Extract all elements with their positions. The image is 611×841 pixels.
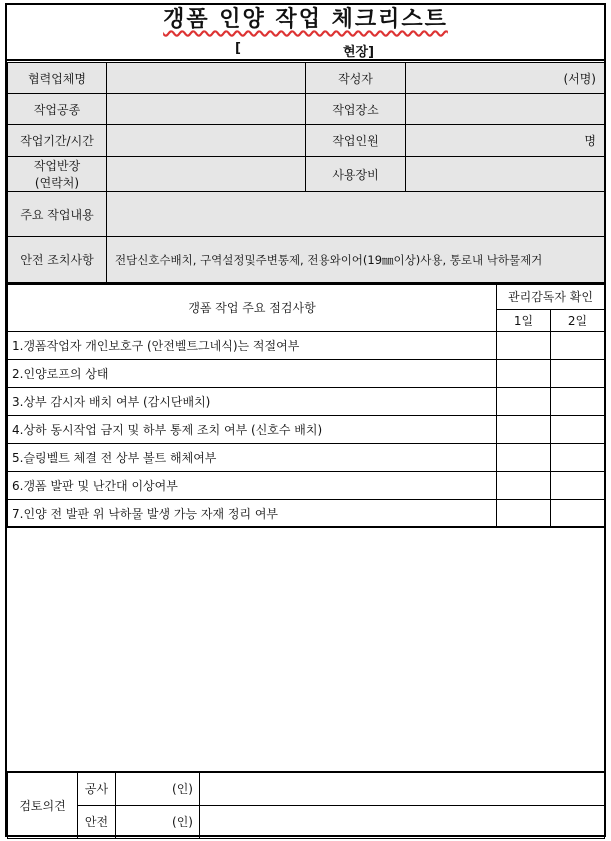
workers-value[interactable] (406, 125, 605, 157)
safety-label: 안전 조치사항 (8, 237, 107, 283)
workers-label: 작업인원 (306, 125, 406, 157)
day2-check-cell[interactable] (551, 387, 605, 415)
construction-label: 공사 (78, 772, 116, 805)
inspection-header-row (8, 284, 605, 309)
table-row (8, 331, 605, 359)
workers-unit: 명 (584, 134, 596, 148)
equipment-label: 사용장비 (306, 157, 406, 192)
review-label: 검토의견 (8, 772, 78, 838)
info-row-content (8, 192, 605, 237)
day1-check-cell[interactable] (497, 443, 551, 471)
author-value[interactable] (406, 63, 605, 94)
review-row-safety (8, 805, 605, 838)
supervisor-confirm-header: 관리감독자 확인 (497, 284, 605, 309)
construction-seal[interactable]: (인) (116, 772, 200, 805)
period-value[interactable] (107, 125, 306, 157)
table-row (8, 471, 605, 499)
inspection-item: 5.슬링벨트 체결 전 상부 볼트 해체여부 (8, 443, 497, 471)
safety-seal[interactable]: (인) (116, 805, 200, 838)
content-value[interactable] (107, 192, 605, 237)
content-label: 주요 작업내용 (8, 192, 107, 237)
safety-value: 전담신호수배치, 구역설정및주변통제, 전용와이어(19㎜이상)사용, 통로내 낙하물제거 (107, 237, 605, 283)
work-info-table (7, 62, 605, 283)
info-row-period (8, 125, 605, 157)
info-row-partner (8, 63, 605, 94)
partner-value[interactable] (107, 63, 306, 94)
day2-check-cell[interactable] (551, 359, 605, 387)
location-value[interactable] (406, 94, 605, 125)
title-block: 갱폼 인양 작업 체크리스트 [ 현장] (7, 5, 604, 61)
table-row (8, 415, 605, 443)
day2-check-cell[interactable] (551, 471, 605, 499)
equipment-value[interactable] (406, 157, 605, 192)
inspection-table (7, 283, 605, 528)
table-row (8, 387, 605, 415)
day2-check-cell[interactable] (551, 415, 605, 443)
leader-value[interactable] (107, 157, 306, 192)
construction-opinion[interactable] (200, 772, 605, 805)
checklist-sheet (5, 3, 606, 837)
inspection-item: 7.인양 전 발판 위 낙하물 발생 가능 자재 정리 여부 (8, 499, 497, 527)
location-label: 작업장소 (306, 94, 406, 125)
day2-header: 2일 (551, 309, 605, 331)
page-title: 갱폼 인양 작업 체크리스트 (163, 7, 448, 32)
trade-value[interactable] (107, 94, 306, 125)
safety-opinion[interactable] (200, 805, 605, 838)
info-row-leader (8, 157, 605, 192)
day1-check-cell[interactable] (497, 387, 551, 415)
info-row-safety (8, 237, 605, 283)
inspection-header: 갱폼 작업 주요 점검사항 (8, 284, 497, 331)
inspection-item: 4.상하 동시작업 금지 및 하부 통제 조치 여부 (신호수 배치) (8, 415, 497, 443)
review-row-construction (8, 772, 605, 805)
day1-check-cell[interactable] (497, 331, 551, 359)
inspection-item: 3.상부 감시자 배치 여부 (감시단배치) (8, 387, 497, 415)
trade-label: 작업공종 (8, 94, 107, 125)
table-row (8, 359, 605, 387)
table-row (8, 499, 605, 527)
signature-text: (서명) (563, 71, 596, 86)
safety-review-label: 안전 (78, 805, 116, 838)
table-row (8, 443, 605, 471)
inspection-item: 6.갱폼 발판 및 난간대 이상여부 (8, 471, 497, 499)
period-label: 작업기간/시간 (8, 125, 107, 157)
day1-check-cell[interactable] (497, 499, 551, 527)
day2-check-cell[interactable] (551, 443, 605, 471)
leader-label: 작업반장 (연락처) (8, 157, 107, 192)
day1-header: 1일 (497, 309, 551, 331)
day1-check-cell[interactable] (497, 415, 551, 443)
notes-area[interactable] (7, 526, 604, 771)
inspection-item: 2.인양로프의 상태 (8, 359, 497, 387)
day1-check-cell[interactable] (497, 359, 551, 387)
day2-check-cell[interactable] (551, 499, 605, 527)
partner-label: 협력업체명 (8, 63, 107, 94)
inspection-item: 1.갱폼작업자 개인보호구 (안전벨트그네식)는 적절여부 (8, 331, 497, 359)
day2-check-cell[interactable] (551, 331, 605, 359)
day1-check-cell[interactable] (497, 471, 551, 499)
info-row-trade (8, 94, 605, 125)
author-label: 작성자 (306, 63, 406, 94)
review-table (7, 771, 605, 839)
